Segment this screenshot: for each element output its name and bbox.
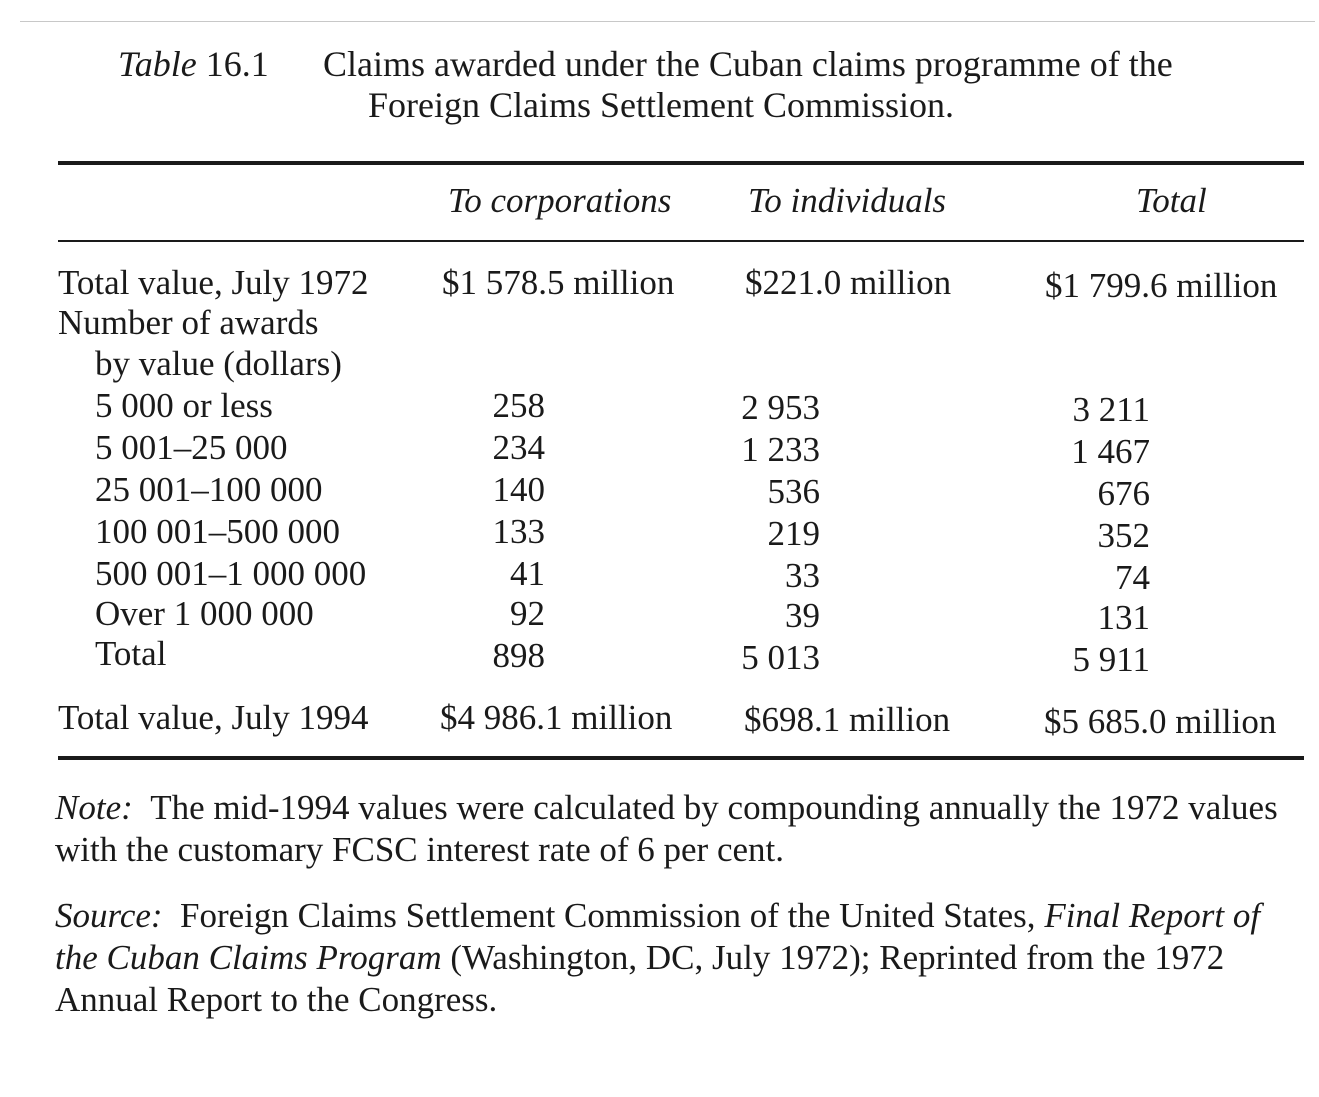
row-label: 5 000 or less xyxy=(95,386,273,425)
column-header-corporations: To corporations xyxy=(448,181,672,220)
table-note xyxy=(55,787,1295,871)
cell-corporations: 41 xyxy=(510,554,545,593)
column-header-total: Total xyxy=(1136,181,1207,220)
cell-corporations: 92 xyxy=(510,594,545,633)
cell-total: 3 211 xyxy=(1072,390,1150,429)
cell-grand-total: 5 911 xyxy=(1072,640,1150,679)
cell-total: 352 xyxy=(1097,516,1150,555)
cell-corporations: 258 xyxy=(492,386,545,425)
row-label-total-1994: Total value, July 1994 xyxy=(58,698,369,737)
note-lead: Note: xyxy=(55,788,133,827)
table-top-rule xyxy=(58,161,1304,165)
cell-individuals-total: 5 013 xyxy=(741,638,820,677)
cell-total-1994-corporations: $4 986.1 million xyxy=(440,698,673,737)
cell-total-1972-individuals: $221.0 million xyxy=(745,263,952,302)
awards-subheading: by value (dollars) xyxy=(95,344,342,383)
row-label-total: Total xyxy=(95,634,167,673)
table-source xyxy=(55,895,1295,1021)
cell-total-1994-total: $5 685.0 million xyxy=(1044,702,1277,741)
cell-individuals: 39 xyxy=(785,596,820,635)
row-label: 25 001–100 000 xyxy=(95,470,323,509)
cell-total: 676 xyxy=(1097,474,1150,513)
header-rule xyxy=(58,240,1304,242)
source-text-before: Foreign Claims Settlement Commission of the United States, xyxy=(180,896,1036,935)
source-text-after: (Washington, DC, July 1972); Reprinted from the 1972 Annual Report to the Congress. xyxy=(55,938,1225,1019)
row-label: Over 1 000 000 xyxy=(95,594,314,633)
awards-heading: Number of awards xyxy=(58,303,319,342)
note-text: The mid-1994 values were calculated by compounding annually the 1972 values with the customary FCSC interest rate of 6 per cent. xyxy=(55,788,1278,869)
column-header-individuals: To individuals xyxy=(748,181,947,220)
cell-corporations: 140 xyxy=(492,470,545,509)
cell-total: 1 467 xyxy=(1071,432,1150,471)
cell-corporations: 234 xyxy=(492,428,545,467)
cell-total-1972-corporations: $1 578.5 million xyxy=(442,263,675,302)
table-title-line-1: Claims awarded under the Cuban claims programme of the xyxy=(323,44,1173,84)
cell-total-1994-individuals: $698.1 million xyxy=(744,700,951,739)
cell-individuals: 219 xyxy=(767,514,820,553)
cell-total-1972-total: $1 799.6 million xyxy=(1045,266,1278,305)
cell-individuals: 1 233 xyxy=(741,430,820,469)
table-label xyxy=(118,44,269,85)
source-report-title: Final Report of the Cuban Claims Program xyxy=(55,896,1261,977)
table-label-number: 16.1 xyxy=(205,44,269,84)
row-label: 100 001–500 000 xyxy=(95,512,340,551)
table-bottom-rule xyxy=(58,756,1304,760)
cell-total: 74 xyxy=(1115,558,1150,597)
source-lead: Source: xyxy=(55,896,163,935)
cell-corporations: 133 xyxy=(492,512,545,551)
row-label: 5 001–25 000 xyxy=(95,428,288,467)
cell-corporations-total: 898 xyxy=(492,636,545,675)
cell-total: 131 xyxy=(1097,598,1150,637)
page-edge-rule xyxy=(20,21,1315,22)
table-title-line-2: Foreign Claims Settlement Commission. xyxy=(368,85,955,125)
table-label-word: Table xyxy=(118,44,197,84)
cell-individuals: 536 xyxy=(767,472,820,511)
cell-individuals: 2 953 xyxy=(741,388,820,427)
row-label-total-1972: Total value, July 1972 xyxy=(58,263,369,302)
row-label: 500 001–1 000 000 xyxy=(95,554,367,593)
cell-individuals: 33 xyxy=(785,556,820,595)
